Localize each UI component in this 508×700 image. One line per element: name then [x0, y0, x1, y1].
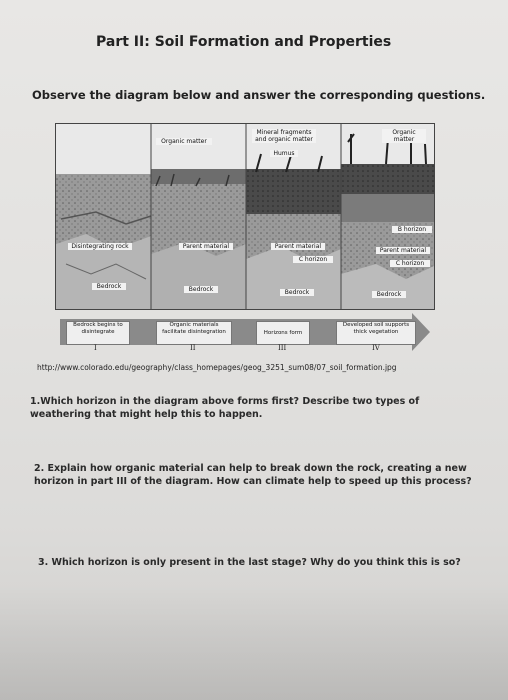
label-bedrock-4: Bedrock [372, 291, 406, 298]
question-2: 2. Explain how organic material can help to break down the rock, creating a new horizon in part III of the diagram. How can climate help to speed up this process? [34, 463, 472, 487]
stage-arrow [60, 313, 430, 357]
label-bedrock-2: Bedrock [184, 286, 218, 293]
stage-1-label: Bedrock begins to disintegrate [66, 321, 130, 345]
label-parent-material-3: Parent material [376, 247, 430, 254]
label-humus: Humus [270, 150, 298, 157]
stage-3-label: Horizons form [256, 321, 310, 345]
stage-2-number: II [190, 344, 196, 352]
label-b-horizon: B horizon [392, 226, 432, 233]
label-mineral-fragments: Mineral fragments and organic matter [252, 129, 316, 143]
label-bedrock-3: Bedrock [280, 289, 314, 296]
label-c-horizon-1: C horizon [293, 256, 333, 263]
label-parent-material-2: Parent material [271, 243, 325, 250]
stage-4-label: Developed soil supports thick vegetation [336, 321, 416, 345]
soil-diagram-art [56, 124, 434, 309]
label-organic-matter-1: Organic matter [156, 138, 212, 145]
page-title: Part II: Soil Formation and Properties [96, 34, 392, 50]
page-shadow [0, 585, 508, 700]
label-parent-material-1: Parent material [179, 243, 233, 250]
question-3: 3. Which horizon is only present in the last stage? Why do you think this is so? [38, 557, 461, 568]
label-disintegrating-rock: Disintegrating rock [68, 243, 132, 250]
label-bedrock-1: Bedrock [92, 283, 126, 290]
label-c-horizon-2: C horizon [390, 260, 430, 267]
stage-4-number: IV [372, 344, 380, 352]
stage-2-label: Organic materials facilitate disintegration [156, 321, 232, 345]
stage-3-number: III [278, 344, 287, 352]
soil-formation-diagram [55, 123, 435, 310]
instructions: Observe the diagram below and answer the corresponding questions. [32, 88, 486, 102]
label-organic-matter-2: Organic matter [382, 129, 426, 143]
stage-1-number: I [94, 344, 97, 352]
source-url: http://www.colorado.edu/geography/class_homepages/geog_3251_sum08/07_soil_formation.jpg [37, 363, 397, 372]
question-1: 1.Which horizon in the diagram above forms first? Describe two types of weathering that might help this to happen. [30, 396, 420, 420]
